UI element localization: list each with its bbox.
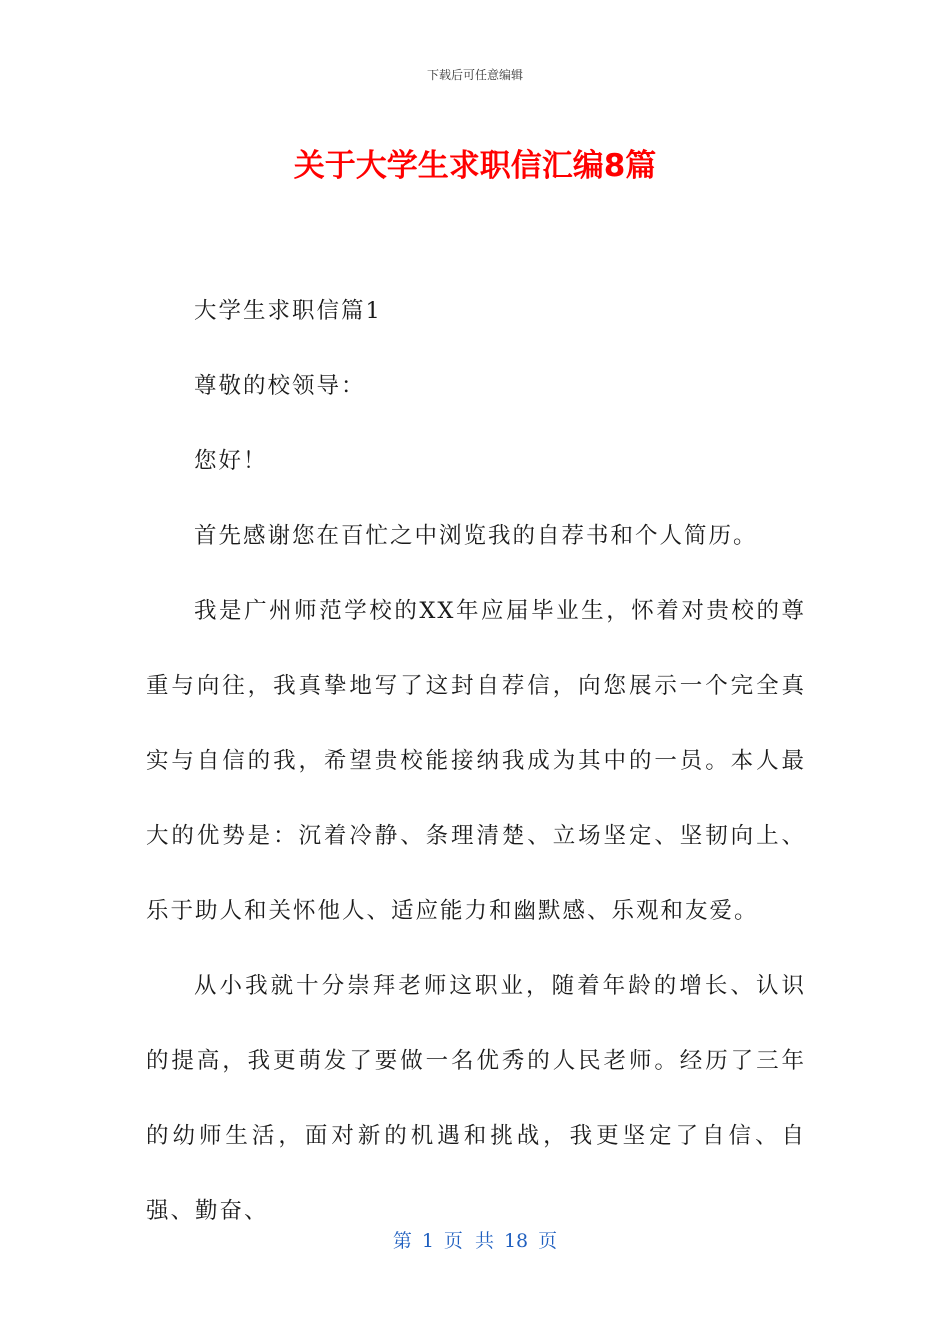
paragraph-section-heading: 大学生求职信篇1 [194, 298, 382, 324]
paragraph-salutation: 尊敬的校领导： [194, 373, 366, 399]
paragraph-thanks: 首先感谢您在百忙之中浏览我的自荐书和个人简历。 [194, 523, 758, 549]
footer-current-page: 1 [421, 1230, 434, 1252]
header-note: 下载后可任意编辑 [426, 68, 523, 82]
paragraph-introduction: 我是广州师范学校的XX年应届毕业生，怀着对贵校的尊重与向往，我真挚地写了这封自荐信，向您展示一个完全真实与自信的我，希望贵校能接纳我成为其中的一员。本人最大的优势是：沉着冷静、条理清楚、立场坚定、坚韧向上、乐于助人和关怀他人、适应能力和幽默感、乐观和友爱。 [146, 598, 806, 924]
paragraph-motivation: 从小我就十分崇拜老师这职业，随着年龄的增长、认识的提高，我更萌发了要做一名优秀的人民老师。经历了三年的幼师生活，面对新的机遇和挑战，我更坚定了自信、自强、勤奋、 [146, 973, 806, 1224]
page-footer [0, 1226, 950, 1253]
footer-total-pages: 18 [503, 1230, 529, 1252]
footer-middle: 页 共 [443, 1230, 494, 1252]
paragraph-greeting: 您好！ [194, 448, 268, 474]
footer-prefix: 第 [392, 1230, 412, 1252]
document-body [146, 274, 806, 1249]
footer-suffix: 页 [538, 1230, 558, 1252]
document-title: 关于大学生求职信汇编8篇 [293, 148, 657, 184]
